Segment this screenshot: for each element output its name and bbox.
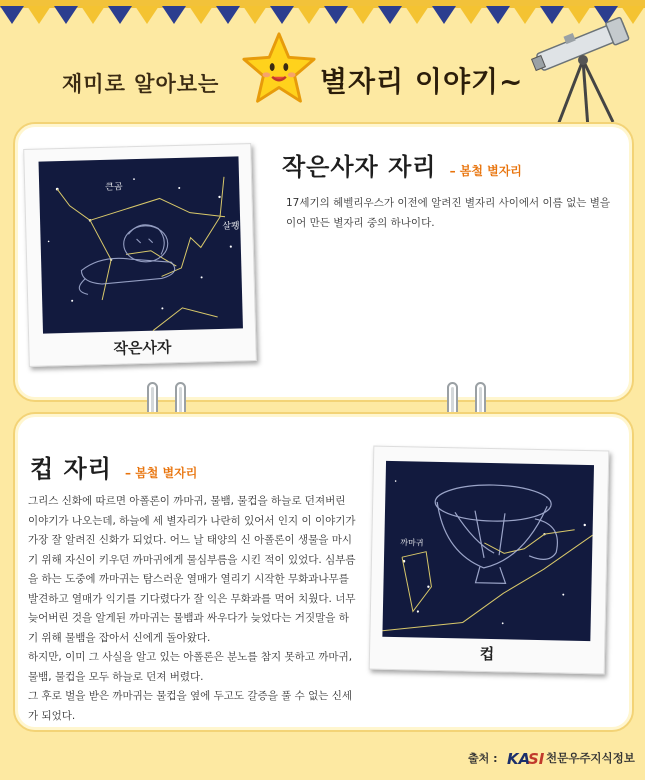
- svg-text:SI: SI: [528, 750, 545, 768]
- bunting-flag: [135, 6, 159, 24]
- header-left-text: 재미로 알아보는: [62, 72, 220, 96]
- telescope-icon: [528, 10, 638, 130]
- source-credit: [468, 744, 638, 770]
- leo-minor-star-map: [39, 156, 243, 333]
- leo-minor-title-block: [282, 147, 522, 182]
- bunting-flag: [486, 6, 510, 24]
- bunting-flag: [0, 6, 24, 24]
- kasi-logo-icon: [506, 744, 545, 770]
- bunting-flag: [81, 6, 105, 24]
- bunting-flag: [108, 6, 132, 24]
- bunting-flag: [378, 6, 402, 24]
- bunting-flag: [351, 6, 375, 24]
- leo-minor-title: 작은사자 자리: [282, 153, 437, 181]
- bunting-flag: [405, 6, 429, 24]
- bunting-flag: [432, 6, 456, 24]
- crater-paragraph: 하지만, 이미 그 사실을 알고 있는 아폴론은 분노를 참지 못하고 까마귀, 물뱀, 물컵을 모두 하늘로 던져 버렸다.: [28, 651, 353, 683]
- source-organization: 천문우주지식정보: [546, 751, 635, 765]
- source-label: 출처 :: [468, 752, 498, 765]
- bunting-flag: [162, 6, 186, 24]
- map-label-lynx: 살쾡: [222, 221, 240, 232]
- crater-paragraph: 그 후로 벌을 받은 까마귀는 물컵을 옆에 두고도 갈증을 풀 수 없는 신세가 되었다.: [28, 690, 353, 722]
- bunting-flag: [216, 6, 240, 24]
- leo-minor-description: 17세기의 헤벨리우스가 이전에 알려진 별자리 사이에서 이름 없는 별을 이어 만든 별자리 중의 하나이다.: [286, 197, 611, 229]
- bunting-flag: [54, 6, 78, 24]
- map-label-corvus: 까마귀: [400, 538, 424, 548]
- header-right-text: 별자리 이야기~: [320, 65, 524, 98]
- constellation-lines: [382, 461, 594, 641]
- bunting-flag: [27, 6, 51, 24]
- crater-story: [28, 492, 358, 726]
- leo-minor-photo-caption: 작은사자: [113, 338, 172, 358]
- crater-subtitle: – 봄철 별자리: [125, 466, 198, 480]
- leo-minor-photo: [23, 143, 257, 367]
- leo-minor-subtitle: – 봄철 별자리: [449, 164, 522, 178]
- map-label-ursa-major: 큰곰: [105, 182, 123, 193]
- bunting-flag: [297, 6, 321, 24]
- constellation-lines: [39, 156, 243, 333]
- crater-paragraph: 그리스 신화에 따르면 아폴론이 까마귀, 물뱀, 물컵을 하늘로 던져버린 이야기가 나오는데, 하늘에 세 별자리가 나란히 있어서 인지 이 이야기가 가장 잘 알려진 신화가 되었다. 어느 날 태양의 신 아폴론이 생물을 마시기 위해 자신이 키우던 까마귀에게 물심부름을 시킨 적이 있었다. 심부름을 하는 도중에 까마귀는 탐스러운 열매가 열리기 시작한 무화과나무를 발견하고 열매가 익기를 기다렸다가 잘 익은 무화과를 먹어 치웠다. 너무 늦어버린 것을 알게된 까마귀는 물뱀과 싸우다가 늦었다는 거짓말을 하기 위해 물뱀을 잡아서 신에게 돌아왔다.: [28, 495, 356, 644]
- crater-title: 컵 자리: [30, 455, 112, 483]
- bunting-flag: [270, 6, 294, 24]
- bunting-flag: [459, 6, 483, 24]
- crater-title-block: [30, 449, 197, 484]
- bunting-flag: [189, 6, 213, 24]
- bunting-flag: [324, 6, 348, 24]
- svg-text:KA: KA: [507, 750, 531, 768]
- bunting-flag: [243, 6, 267, 24]
- crater-photo-caption: 컵: [479, 644, 495, 664]
- crater-star-map: [382, 461, 594, 641]
- crater-photo: [369, 446, 610, 675]
- star-mascot-icon: [240, 30, 318, 108]
